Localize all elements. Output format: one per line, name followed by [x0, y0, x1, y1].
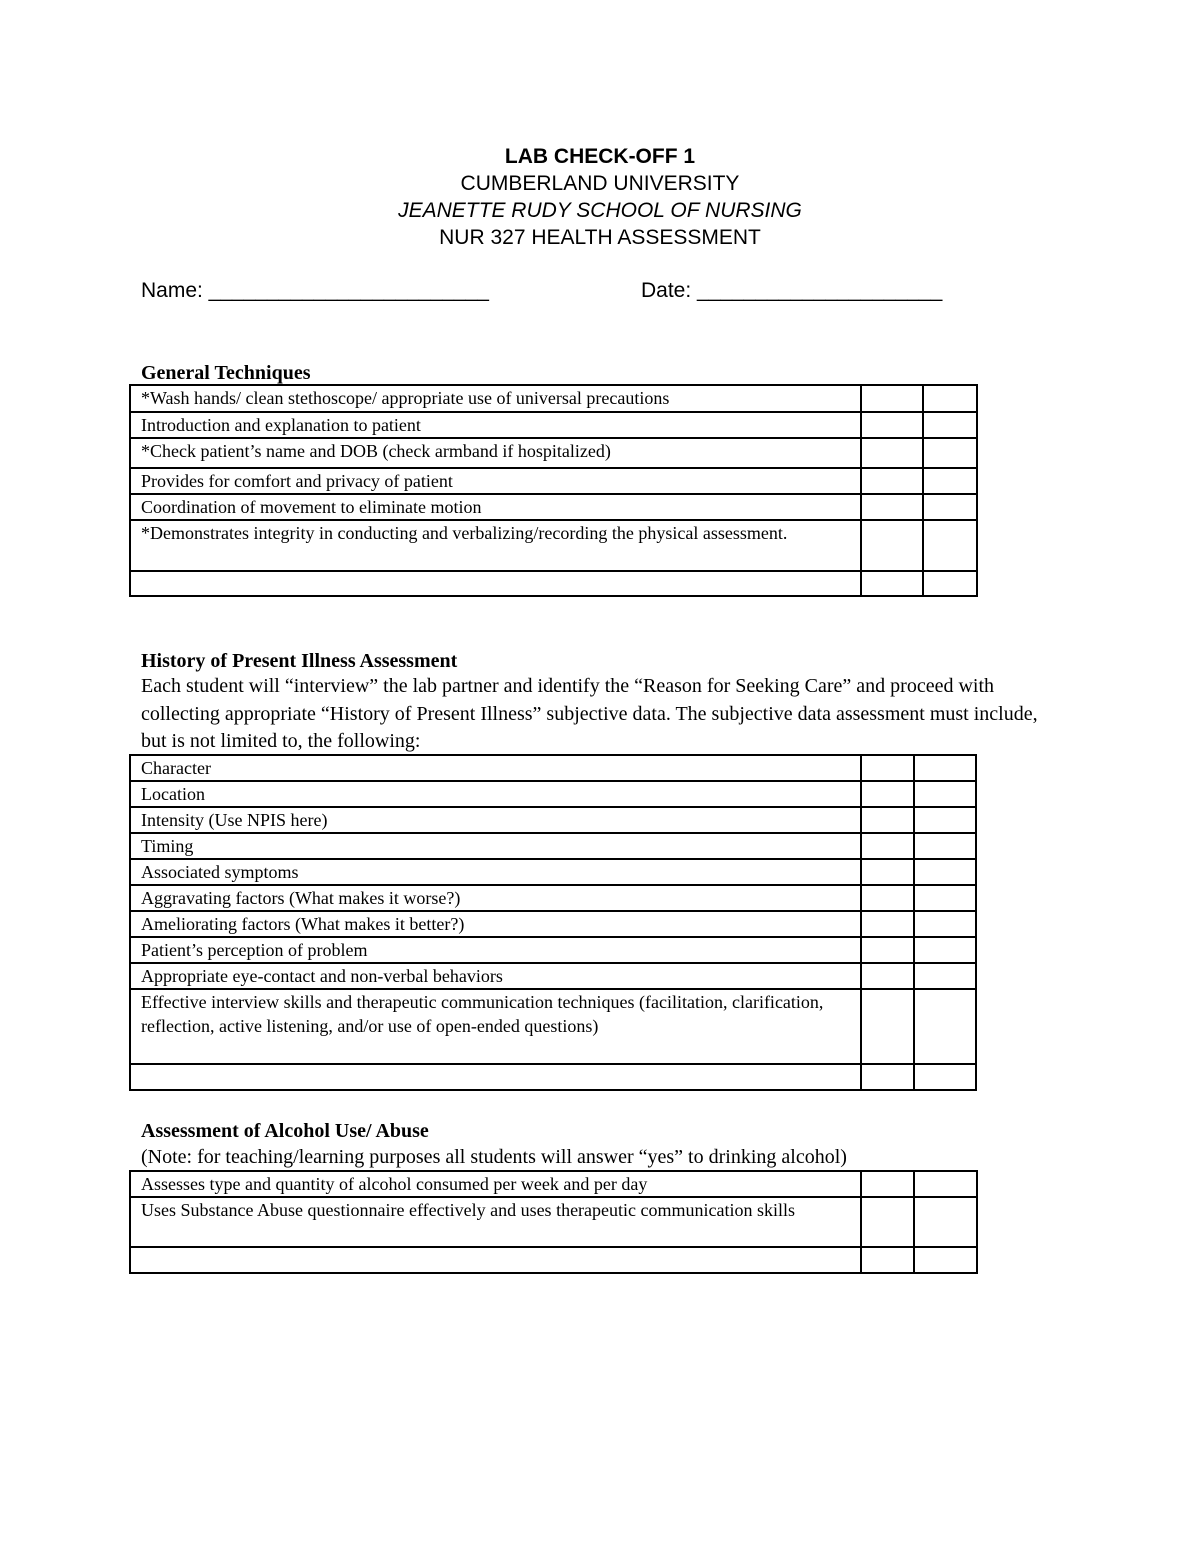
table-row — [130, 520, 977, 571]
item-text: Ameliorating factors (What makes it better?) — [130, 911, 861, 937]
checkbox-cell[interactable] — [861, 781, 914, 807]
checkbox-cell[interactable] — [914, 885, 976, 911]
item-text: Timing — [130, 833, 861, 859]
checkbox-cell[interactable] — [861, 911, 914, 937]
checkbox-cell[interactable] — [861, 885, 914, 911]
table-row — [130, 1064, 976, 1090]
checkbox-cell[interactable] — [914, 781, 976, 807]
course-name: NUR 327 HEALTH ASSESSMENT — [439, 226, 761, 249]
alcohol-note: (Note: for teaching/learning purposes all students will answer “yes” to drinking alcohol) — [141, 1146, 847, 1168]
checkbox-cell[interactable] — [914, 1064, 976, 1090]
item-text — [130, 1064, 861, 1090]
checkbox-cell[interactable] — [861, 412, 923, 438]
table-row — [130, 494, 977, 520]
checkbox-cell[interactable] — [914, 755, 976, 781]
checkbox-cell[interactable] — [861, 989, 914, 1064]
table-row — [130, 571, 977, 596]
table-row — [130, 911, 976, 937]
school-name: JEANETTE RUDY SCHOOL OF NURSING — [398, 199, 802, 222]
alcohol-title: Assessment of Alcohol Use/ Abuse — [141, 1120, 429, 1142]
checkbox-cell[interactable] — [923, 494, 977, 520]
checkbox-cell[interactable] — [914, 911, 976, 937]
name-field[interactable]: Name: ________________________ — [141, 279, 489, 302]
checkbox-cell[interactable] — [861, 859, 914, 885]
checkbox-cell[interactable] — [914, 859, 976, 885]
table-row — [130, 885, 976, 911]
table-row — [130, 1171, 977, 1197]
table-row — [130, 1247, 977, 1273]
checkbox-cell[interactable] — [861, 1247, 914, 1273]
table-row — [130, 385, 977, 412]
item-text — [130, 1247, 861, 1273]
checkbox-cell[interactable] — [861, 468, 923, 494]
item-text: Associated symptoms — [130, 859, 861, 885]
item-text: *Wash hands/ clean stethoscope/ appropriate use of universal precautions — [130, 385, 861, 412]
item-text: Effective interview skills and therapeutic communication techniques (facilitation, clarification, reflection, active listening, and/or use of open-ended questions) — [130, 989, 861, 1064]
checkbox-cell[interactable] — [914, 1247, 977, 1273]
table-row — [130, 859, 976, 885]
checkbox-cell[interactable] — [914, 1171, 977, 1197]
table-row — [130, 438, 977, 468]
item-text: Intensity (Use NPIS here) — [130, 807, 861, 833]
item-text: Aggravating factors (What makes it worse?) — [130, 885, 861, 911]
checkbox-cell[interactable] — [861, 1064, 914, 1090]
item-text: Provides for comfort and privacy of patient — [130, 468, 861, 494]
general-techniques-table — [129, 384, 978, 597]
checkbox-cell[interactable] — [861, 1171, 914, 1197]
item-text: Uses Substance Abuse questionnaire effectively and uses therapeutic communication skills — [130, 1197, 861, 1247]
table-row — [130, 937, 976, 963]
checkbox-cell[interactable] — [914, 807, 976, 833]
alcohol-table — [129, 1170, 978, 1274]
hpi-instructions: Each student will “interview” the lab partner and identify the “Reason for Seeking Care” and proceed with collecting appropriate “History of Present Illness” subjective data. The subjective data assessment must include, but is not limited to, the following: — [141, 675, 1038, 752]
general-techniques-title: General Techniques — [141, 362, 311, 384]
checkbox-cell[interactable] — [861, 1197, 914, 1247]
checkbox-cell[interactable] — [861, 438, 923, 468]
checkbox-cell[interactable] — [914, 1197, 977, 1247]
checkbox-cell[interactable] — [923, 520, 977, 571]
table-row — [130, 755, 976, 781]
item-text: Location — [130, 781, 861, 807]
checkbox-cell[interactable] — [861, 937, 914, 963]
item-text: Assesses type and quantity of alcohol consumed per week and per day — [130, 1171, 861, 1197]
checkbox-cell[interactable] — [914, 989, 976, 1064]
checkbox-cell[interactable] — [923, 385, 977, 412]
item-text: *Check patient’s name and DOB (check armband if hospitalized) — [130, 438, 861, 468]
checkbox-cell[interactable] — [923, 571, 977, 596]
checkbox-cell[interactable] — [923, 468, 977, 494]
item-text: Coordination of movement to eliminate motion — [130, 494, 861, 520]
checkbox-cell[interactable] — [914, 963, 976, 989]
date-field[interactable]: Date: _____________________ — [641, 279, 943, 302]
university-name: CUMBERLAND UNIVERSITY — [460, 172, 740, 195]
checkbox-cell[interactable] — [914, 937, 976, 963]
item-text: Introduction and explanation to patient — [130, 412, 861, 438]
item-text: *Demonstrates integrity in conducting and verbalizing/recording the physical assessment. — [130, 520, 861, 571]
table-row — [130, 807, 976, 833]
checkbox-cell[interactable] — [923, 438, 977, 468]
table-row — [130, 468, 977, 494]
table-row — [130, 412, 977, 438]
checkbox-cell[interactable] — [861, 833, 914, 859]
table-row — [130, 989, 976, 1064]
checkbox-cell[interactable] — [861, 520, 923, 571]
item-text: Patient’s perception of problem — [130, 937, 861, 963]
document-title: LAB CHECK-OFF 1 — [504, 145, 696, 168]
table-row — [130, 833, 976, 859]
checkbox-cell[interactable] — [914, 833, 976, 859]
checkbox-cell[interactable] — [923, 412, 977, 438]
checkbox-cell[interactable] — [861, 755, 914, 781]
checkbox-cell[interactable] — [861, 807, 914, 833]
checkbox-cell[interactable] — [861, 494, 923, 520]
table-row — [130, 963, 976, 989]
checkbox-cell[interactable] — [861, 963, 914, 989]
hpi-title: History of Present Illness Assessment — [141, 650, 458, 672]
item-text — [130, 571, 861, 596]
checkbox-cell[interactable] — [861, 385, 923, 412]
item-text: Appropriate eye-contact and non-verbal behaviors — [130, 963, 861, 989]
checkbox-cell[interactable] — [861, 571, 923, 596]
item-text: Character — [130, 755, 861, 781]
hpi-table — [129, 754, 977, 1091]
table-row — [130, 1197, 977, 1247]
table-row — [130, 781, 976, 807]
